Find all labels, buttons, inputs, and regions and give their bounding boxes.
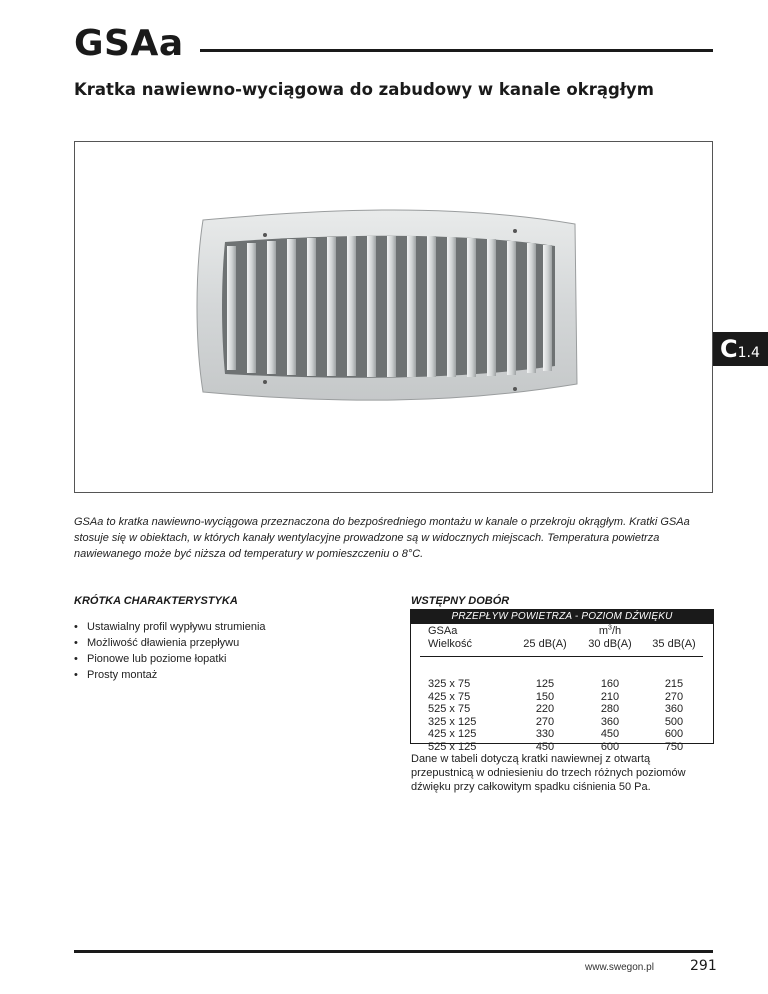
table-cell: 525 x 125: [428, 740, 477, 753]
col-30-label: 30 dB(A): [588, 638, 632, 650]
section-tab-sub: 1.4: [737, 345, 760, 361]
features-list: [74, 619, 266, 683]
size-column-header: [428, 625, 472, 655]
col-30-values: [579, 678, 641, 753]
table-cell: 210: [600, 690, 620, 703]
table-cell: 425 x 75: [428, 690, 471, 703]
selection-table-title: PRZEPŁYW POWIETRZA - POZIOM DŹWIĘKU: [411, 610, 713, 624]
feature-item: • Możliwość dławienia przepływu: [74, 635, 266, 651]
selection-heading: WSTĘPNY DOBÓR: [411, 595, 510, 607]
title-rule: [200, 49, 713, 52]
intro-paragraph: GSAa to kratka nawiewno-wyciągowa przeznaczona do bezpośredniego montażu w kanale o przekroju okrągłym. Kratki GSAa stosuje się w obiektach, w których kanały wentylacyjne prowadzone są w widocznych miejscach. Temperatura powietrza nawiewanego może być niższa od temperatury w pomieszczeniu o 8°C.: [74, 516, 690, 560]
table-cell: 500: [664, 715, 684, 728]
table-cell: 450: [600, 728, 620, 740]
table-cell: 750: [664, 740, 684, 753]
table-cell: 330: [535, 728, 555, 740]
product-photo: [74, 141, 713, 493]
table-cell: 450: [535, 740, 555, 753]
col-25-values: [515, 678, 575, 753]
footer-url[interactable]: www.swegon.pl: [585, 962, 654, 973]
size-label-line1: GSAa: [428, 625, 458, 637]
section-tab: [712, 332, 768, 366]
table-note: Dane w tabeli dotyczą kratki nawiewnej z otwartą przepustnicą w odniesieniu do trzech różnych poziomów dźwięku przy całkowitym spadku ciśnienia 50 Pa.: [411, 753, 686, 793]
unit-label: $m^3/h$: [598, 624, 622, 637]
table-cell: 525 x 75: [428, 703, 471, 715]
table-cell: 360: [664, 703, 684, 715]
col-25-label: 25 dB(A): [523, 638, 567, 650]
page-title: GSAa: [74, 23, 184, 64]
table-cell: 600: [664, 728, 684, 740]
table-cell: 425 x 125: [428, 728, 477, 740]
col-30-header: [579, 625, 641, 655]
col-35-label: 35 dB(A): [652, 638, 696, 650]
col-35-header: [643, 625, 705, 655]
table-cell: 125: [535, 678, 555, 690]
table-cell: 600: [600, 740, 620, 753]
table-cell: 325 x 125: [428, 715, 477, 728]
col-35-values: [643, 678, 705, 753]
table-cell: 280: [600, 703, 620, 715]
section-tab-main: C: [720, 335, 738, 363]
table-cell: 270: [664, 690, 684, 703]
selection-table: [410, 609, 714, 753]
grille-illustration: [75, 142, 712, 492]
size-label-line2: Wielkość: [428, 638, 473, 650]
table-cell: 215: [664, 678, 684, 690]
footer-rule: [74, 950, 713, 953]
table-cell: 360: [600, 715, 620, 728]
table-divider: [420, 656, 703, 657]
feature-item: • Pionowe lub poziome łopatki: [74, 651, 266, 667]
table-cell: 270: [535, 715, 555, 728]
page-subtitle: Kratka nawiewno-wyciągowa do zabudowy w kanale okrągłym: [74, 80, 654, 99]
table-cell: 160: [600, 678, 620, 690]
features-heading: KRÓTKA CHARAKTERYSTYKA: [74, 595, 238, 607]
table-cell: 150: [535, 690, 555, 703]
col-25-header: [515, 625, 575, 655]
table-cell: 220: [535, 703, 555, 715]
feature-item: • Prosty montaż: [74, 667, 266, 683]
table-cell: 325 x 75: [428, 678, 471, 690]
size-column: [428, 678, 476, 753]
feature-item: • Ustawialny profil wypływu strumienia: [74, 619, 266, 635]
page-number: 291: [690, 958, 717, 974]
